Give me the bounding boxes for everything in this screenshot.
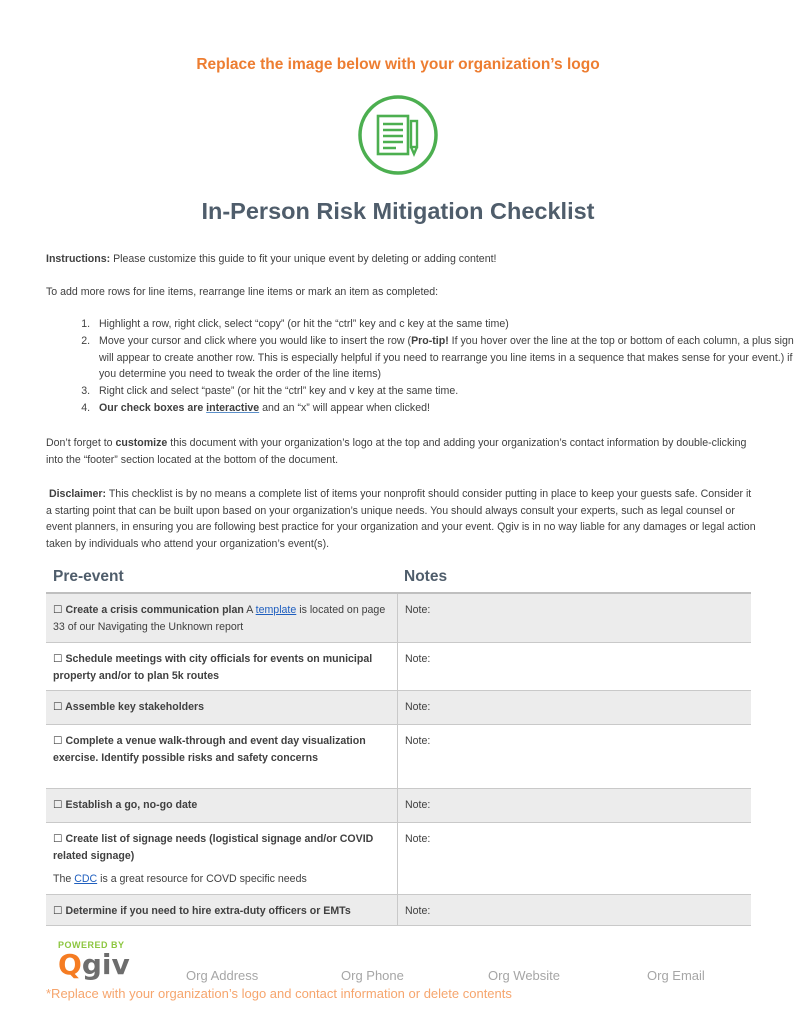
org-website: Org Website — [488, 968, 561, 983]
step-item — [93, 383, 796, 400]
disclaimer-paragraph — [46, 486, 758, 552]
instructions-paragraph — [46, 251, 758, 268]
row-note[interactable]: Note: — [405, 701, 431, 713]
task-label: Create a crisis communication plan — [65, 604, 244, 616]
task-text: A — [243, 604, 256, 616]
step-item — [93, 400, 796, 417]
row-task — [46, 823, 398, 894]
interactive-word: interactive — [206, 401, 260, 414]
checkbox[interactable]: ☐ — [53, 905, 63, 917]
cdc-link[interactable]: CDC — [74, 873, 98, 886]
col-pre-event: Pre-event — [53, 568, 124, 585]
org-address: Org Address — [186, 968, 259, 983]
checkbox[interactable]: ☐ — [53, 604, 63, 616]
steps-list — [46, 316, 796, 417]
disclaimer-label: Disclaimer: — [48, 488, 107, 500]
checkbox[interactable]: ☐ — [53, 653, 63, 665]
rows-intro: To add more rows for line items, rearrange line items or mark an item as completed: — [46, 286, 439, 298]
table-header — [46, 562, 751, 592]
step-bold: Pro-tip! — [411, 334, 449, 347]
step-item — [93, 333, 796, 383]
task-label: Create list of signage needs (logistical signage and/or COVID related signage) — [53, 833, 374, 862]
customize-text: Don’t forget to — [46, 437, 116, 449]
qgiv-q: Q — [58, 948, 82, 981]
task-label: Complete a venue walk-through and event day visualization exercise. Identify possible risks and safety concerns — [53, 735, 366, 764]
task-text: is located on page 33 of our Navigating the Unknown report — [53, 604, 386, 633]
table-row — [46, 642, 751, 690]
task-label: Schedule meetings with city officials for events on municipal property and/or to plan 5k routes — [53, 653, 373, 682]
template-link[interactable]: template — [255, 604, 297, 616]
page-title: In-Person Risk Mitigation Checklist — [201, 198, 595, 224]
table-row — [46, 724, 751, 788]
step-text: Move your cursor and click where you would like to insert the row ( — [99, 334, 412, 347]
row-note[interactable]: Note: — [405, 604, 431, 616]
checkbox[interactable]: ☐ — [53, 701, 63, 713]
cdc-note-text: The — [53, 873, 75, 886]
task-label: Determine if you need to hire extra-duty officers or EMTs — [65, 905, 351, 917]
table-row — [46, 788, 751, 822]
qgiv-logo — [58, 940, 138, 988]
row-note[interactable]: Note: — [405, 653, 431, 665]
checkbox[interactable]: ☐ — [53, 833, 63, 845]
logo-replace-note: Replace the image below with your organization’s logo — [196, 56, 600, 73]
checkbox[interactable]: ☐ — [53, 799, 63, 811]
row-note[interactable]: Note: — [405, 833, 431, 845]
customize-paragraph — [46, 435, 758, 468]
footer-replace-note: *Replace with your organization’s logo and contact information or delete contents — [46, 986, 512, 1001]
task-label: Assemble key stakeholders — [65, 701, 205, 713]
disclaimer-text: This checklist is by no means a complete list of items your nonprofit should consider putting in place to keep your guests safe. Consider it a starting point that can be built upon based on your organization’s unique needs. You should always consult your experts, such as legal counsel or event planners, in ensuring you are following best practice for your organization and your event. Qgiv is in no way liable for any damages or legal action taken by individuals who attend your organization’s event(s). — [46, 488, 756, 550]
step-bold: Our check boxes are — [99, 401, 207, 414]
row-note[interactable]: Note: — [405, 735, 431, 747]
row-task — [46, 691, 398, 724]
col-notes: Notes — [404, 568, 448, 585]
checklist-table — [46, 562, 751, 926]
row-note[interactable]: Note: — [405, 905, 431, 917]
powered-by-label: POWERED BY — [58, 940, 125, 950]
table-row — [46, 822, 751, 894]
row-task — [46, 789, 398, 822]
cdc-note-text: is a great resource for COVD specific needs — [97, 873, 307, 886]
instructions-label: Instructions: — [46, 253, 111, 265]
table-row — [46, 592, 751, 642]
step-item — [93, 316, 796, 333]
customize-bold: customize — [115, 437, 168, 449]
instructions-text: Please customize this guide to fit your unique event by deleting or adding content! — [110, 253, 497, 265]
org-email: Org Email — [647, 968, 705, 983]
document-pencil-icon — [358, 95, 438, 175]
row-task — [46, 594, 398, 642]
checkbox[interactable]: ☐ — [53, 735, 63, 747]
qgiv-wordmark — [58, 950, 138, 980]
org-phone: Org Phone — [341, 968, 404, 983]
step-text: If you hover over the line at the top or bottom of each column, a plus sign will appear to create another row. This is especially helpful if you need to rearrange you line items in a sequence that makes sense for your event.) if you determine you need to tweak the order of the line items) — [99, 334, 794, 381]
cdc-note — [53, 871, 391, 888]
customize-text: this document with your organization’s logo at the top and adding your organization’s contact information by double-clicking into the “footer” section located at the bottom of the document. — [46, 437, 747, 466]
step-text: Highlight a row, right click, select “copy” (or hit the “ctrl” key and c key at the same time) — [99, 318, 509, 330]
step-text: Right click and select “paste” (or hit the “ctrl” key and v key at the same time. — [99, 385, 459, 398]
qgiv-text: giv — [81, 948, 130, 981]
row-task — [46, 643, 398, 690]
step-text: and an “x” will appear when clicked! — [259, 401, 430, 414]
row-task — [46, 725, 398, 788]
row-task — [46, 895, 398, 925]
task-label: Establish a go, no-go date — [65, 799, 198, 811]
row-note[interactable]: Note: — [405, 799, 431, 811]
table-row — [46, 894, 751, 926]
table-row — [46, 690, 751, 724]
